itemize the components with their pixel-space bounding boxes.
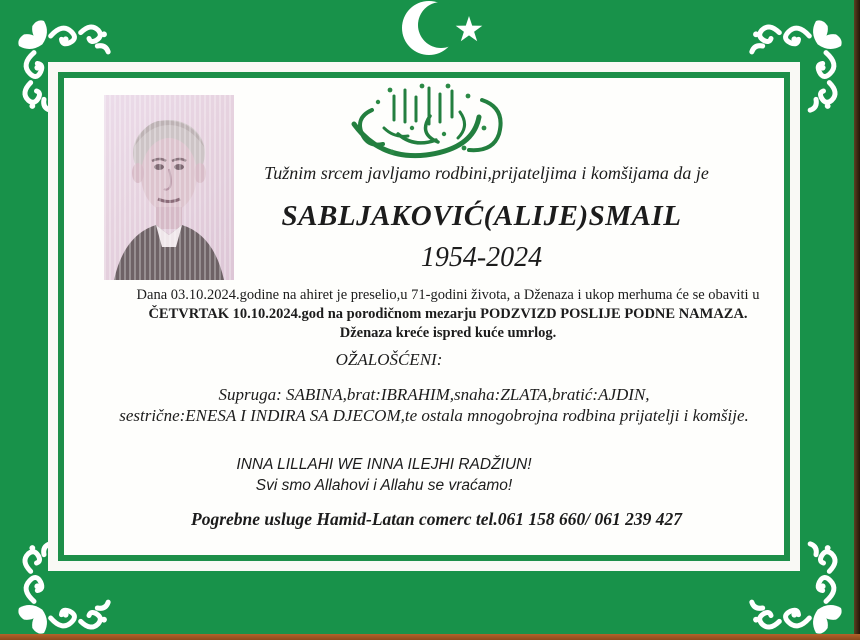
prayer-line-2: Svi smo Allahovi i Allahu se vraćamo! <box>255 477 513 494</box>
life-years: 1954-2024 <box>420 242 543 273</box>
notice-card-border <box>58 72 790 561</box>
funeral-announcement <box>104 286 792 343</box>
bismillah-calligraphy-icon <box>332 82 517 164</box>
mourners-line-2: sestrične:ENESA I INDIRA SA DJECOM,te ostala mnogobrojna rodbina prijatelji i komšije. <box>119 406 749 425</box>
crescent-and-star-icon <box>385 0 495 62</box>
funeral-services-contact: Pogrebne usluge Hamid-Latan comerc tel.061 158 660/ 061 239 427 <box>191 509 682 529</box>
mourners-heading: OŽALOŠĆENI: <box>335 350 443 369</box>
scan-shadow-right-edge <box>854 0 860 640</box>
deceased-name: SABLJAKOVIĆ(ALIJE)SMAIL <box>281 200 682 232</box>
mourners-list <box>79 384 789 426</box>
announcement-line-3: Dženaza kreće ispred kuće umrlog. <box>339 325 557 341</box>
prayer-line-1: INNA LILLAHI WE INNA ILEJHI RADŽIUN! <box>236 456 532 473</box>
scan-shadow-bottom-edge <box>0 634 860 640</box>
mourners-line-1: Supruga: SABINA,brat:IBRAHIM,snaha:ZLATA,bratić:AJDIN, <box>218 385 650 404</box>
prayer-lines <box>64 454 704 496</box>
announcement-line-2: ČETVRTAK 10.10.2024.god na porodičnom mezarju PODZVIZD POSLIJE PODNE NAMAZA. <box>148 306 748 322</box>
intro-line: Tužnim srcem javljamo rodbini,prijateljima i komšijama da je <box>264 163 709 183</box>
announcement-line-1: Dana 03.10.2024.godine na ahiret je preselio,u 71-godini života, a Dženaza i ukop merhuma će se obaviti u <box>136 287 760 303</box>
notice-card <box>48 62 800 571</box>
